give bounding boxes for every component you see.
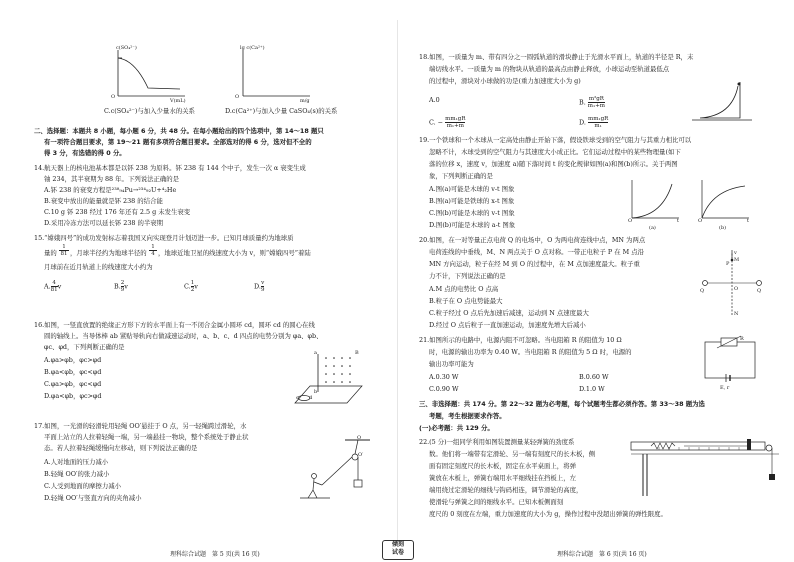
q18-option-c-num: mm₁gR (445, 116, 466, 122)
q16-label-field: B (355, 350, 359, 356)
q20-label-q-left: Q (700, 288, 705, 294)
center-stamp: 倾刻 试卷 (382, 540, 414, 560)
q18-option-d-label: D. (579, 118, 586, 127)
q16-stem-1: 16.如图，一竖直放置的绝缘正方形下方的水平面上有一不闭合金属小圆环 cd，圆环 cd 的圆心在线 (34, 321, 315, 329)
q20-stem-4: 力不计，下列说法正确的是 (429, 272, 506, 280)
q21-label-source: E, r (720, 385, 730, 391)
q15-frac2 (149, 244, 157, 257)
q16-option-b[interactable]: B.φa<φb，φc<φd (44, 368, 102, 376)
q16-option-c[interactable]: C.φa>φb，φc<φd (44, 380, 102, 388)
q21-stem-3: 输出功率可能为 (429, 360, 474, 368)
q17-stem-2: 平面上站立的人拉着轻绳一端，另一端悬挂一物块，整个系统处于静止状 (44, 433, 249, 441)
q17-stem-3: 态。若人拉着轻绳缓慢向左移动，则下列说法正确的是 (44, 444, 198, 452)
q16-label-a: a (314, 350, 317, 356)
q14-option-a[interactable]: A.钚 238 的衰变方程是²³⁸₉₄Pu→²³⁴₉₂U+⁴₂He (44, 186, 177, 194)
q15-stem-2b: ，月球半径约为地球半径的 (70, 249, 147, 257)
q18-option-d-frac (588, 116, 608, 129)
q15-option-label: B. (114, 282, 121, 291)
q19-b-origin: O (698, 218, 703, 224)
right-footer: 理科综合试题 第 6 页(共 16 页) (557, 551, 647, 558)
q21-option-c[interactable]: C.0.90 W (429, 385, 459, 393)
q18-option-d-num: mm₁gR (587, 116, 609, 122)
q17-option-b[interactable]: B.轻绳 OO′的张力减小 (44, 470, 110, 478)
q17-stem-1: 17.如图，一光滑的轻滑轮用轻绳 OO′悬挂于 O 点，另一轻绳跨过滑轮，水 (34, 422, 247, 430)
q19-a-caption: (a) (649, 225, 656, 231)
q17-figure (300, 440, 370, 505)
q16-option-d[interactable]: D.φa<φb，φc>φd (44, 392, 102, 400)
q16-label-b: b (314, 389, 318, 395)
q15-option-frac-den: 81 (50, 287, 58, 293)
q18-option-d-den: m₁ (588, 122, 608, 129)
section3-line2: 考题，考生根据要求作答。 (429, 412, 506, 420)
q22-stem-5: 端用绕过定滑轮的细线与钩码相连，调节滑轮的高度， (429, 486, 583, 494)
q18-stem-1: 18.如图，一质量为 m、带有四分之一圆弧轨道的滑块静止于光滑水平面上，轨道的半径是 R，末 (419, 53, 694, 61)
q18-figure (692, 78, 762, 128)
q20-label-o: O (734, 286, 739, 292)
q18-option-c-den: m₁+m (446, 123, 464, 129)
graph-d-xlabel: m/g (300, 98, 310, 104)
q18-option-c-label: C. (429, 118, 436, 127)
q18-option-b-frac (588, 96, 605, 109)
q14-option-d[interactable]: D.采用冷冻方法可以延长钚 238 的半衰期 (44, 219, 164, 227)
q15-option-suffix: v (124, 282, 128, 291)
section3-line1: 三、非选择题：共 174 分。第 22～32 题为必考题，每个试题考生都必须作答。第 33～38 题为选 (419, 400, 705, 408)
q18-option-b-num: m²gR (588, 96, 604, 102)
graph-c-caption: C.c(SO₄²⁻)与加入少量水的关系 (104, 107, 195, 115)
graph-d-ylabel: lg c(Ca²⁺) (240, 45, 265, 51)
q21-label-r: R (740, 336, 744, 342)
q18-stem-2: 端切线水平。一质量为 m 的物块从轨道的最高点由静止释放，小球运动至轨道最低点 (429, 65, 670, 73)
q20-option-a[interactable]: A.M 点的电势比 O 点高 (429, 285, 499, 293)
q15-option-label: A. (44, 282, 51, 291)
q19-b-taxis: t (747, 218, 750, 224)
q20-option-c[interactable]: C.粒子经过 O 点后先加速后减速，运动到 N 点速度最大 (429, 309, 589, 317)
q21-circuit (697, 336, 762, 386)
q15-option-frac-num: 4 (52, 280, 56, 286)
q19-stem-3: 落的位移 x，速度 v，加速度 a)随下落时间 t 的变化规律如图(a)和图(b)所示。关于两图 (429, 160, 678, 168)
q15-frac1-num: 1 (62, 244, 66, 250)
q15-option-frac-den: 9 (260, 287, 265, 293)
q15-option-a[interactable] (44, 280, 61, 293)
section2-line2: 有一项符合题目要求，第 19～21 题有多项符合题目要求。全部选对的得 6 分，选对但不全的 (44, 138, 312, 146)
q19-graph-a (627, 180, 682, 225)
q20-stem-1: 20.如图，在一对等量正点电荷 Q 的电场中，O 为两电荷连线中点，MN 为两点 (419, 236, 646, 244)
q17-option-c[interactable]: C.人受到地面的摩擦力减小 (44, 482, 121, 490)
q15-option-label: D. (254, 282, 261, 291)
q20-label-n: N (734, 311, 739, 317)
q18-option-c-frac (445, 116, 465, 129)
q15-option-frac (51, 280, 58, 293)
q20-stem-3: MN 方向运动，粒子在经 M 到 O 的过程中，在 M 点加速度最大。粒子重 (429, 260, 640, 268)
q19-option-d[interactable]: D.图(b)可能是木球的 a-t 图象 (429, 221, 516, 229)
q19-a-taxis: t (677, 218, 680, 224)
q15-option-d[interactable] (254, 280, 264, 293)
q18-option-d[interactable] (579, 116, 608, 129)
q15-option-frac-num: 2 (120, 280, 125, 286)
q16-label-d: d (309, 395, 313, 401)
q19-option-c[interactable]: C.图(b)可能是木球的 v-t 图象 (429, 209, 515, 217)
q19-option-b[interactable]: B.图(a)可能是铁球的 x-t 图象 (429, 197, 515, 205)
q19-a-origin: O (628, 218, 633, 224)
q19-stem-2: 忽略不计，木球受到的空气阻力与其速度大小成正比。它们运动过程中的某些物理量(如下 (429, 148, 681, 156)
q16-figure (290, 348, 370, 408)
q15-option-frac-den: 2 (190, 287, 195, 293)
q20-figure (697, 248, 767, 318)
q16-stem-3: φc、φd，下列判断正确的是 (44, 343, 125, 351)
q14-stem-1: 14.航天器上的核电池基本都是以钚 238 为原料。钚 238 有 144 个中子，发生一次 α 衰变生成 (34, 164, 306, 172)
q17-option-a[interactable]: A.人对地面的压力减小 (44, 458, 109, 466)
q22-stem-1: 22.(5 分)一组同学利用如图装置测量某轻弹簧的劲度系 (419, 438, 575, 446)
q18-option-c[interactable] (429, 116, 465, 129)
q16-label-c: c (296, 395, 299, 401)
q20-label-m: M (734, 257, 740, 263)
q19-graph-b (697, 180, 752, 225)
q19-option-a[interactable]: A.图(a)可能是木球的 v-t 图象 (429, 185, 515, 193)
q15-frac1-den: 81 (60, 251, 68, 257)
q18-option-b[interactable] (579, 96, 605, 109)
q15-stem-1: 15.“嫦娥四号”的成功发射标志着我国又向实现登月计划迈进一步。已知月球质量约为地球质 (34, 234, 294, 242)
left-footer: 理科综合试题 第 5 页(共 16 页) (170, 551, 260, 558)
q15-stem-3: 月球前在近月轨道上的线速度大小约为 (44, 263, 153, 271)
q17-label-o: O (357, 435, 362, 441)
graph-c-ylabel: c(SO₄²⁻) (116, 45, 137, 51)
q21-option-a[interactable]: A.0.30 W (429, 373, 459, 381)
q17-option-d[interactable]: D.轻绳 OO′与竖直方向的夹角减小 (44, 494, 142, 502)
q21-option-b[interactable]: B.0.60 W (579, 373, 609, 381)
q22-stem-7: 度尺的 0 刻度在左端，重力加速度的大小为 g，操作过程中没超出弹簧的弹性限度。 (429, 510, 667, 518)
q15-option-b[interactable] (114, 280, 128, 293)
q17-label-o-prime: O′ (358, 452, 364, 458)
q18-option-a[interactable]: A.0 (429, 96, 440, 104)
q15-option-frac-num: 1 (190, 280, 195, 286)
q14-option-c[interactable]: C.10 g 钚 238 经过 176 年还有 2.5 g 未发生衰变 (44, 208, 191, 216)
q22-stem-2: 数。他们将一端带有定滑轮、另一端有刻度尺的长木板，侧 (429, 450, 596, 458)
q16-stem-2: 圆的轴线上。当导体棒 ab 紧贴导轨向右做减速运动时，a、b、c、d 四点的电势分别为 φa、φb、 (44, 332, 323, 340)
q16-option-a[interactable]: A.φa>φb，φc>φd (44, 356, 102, 364)
section2-line3: 得 3 分，有选错的得 0 分。 (44, 149, 126, 157)
q20-label-p: P (726, 261, 730, 267)
q15-option-c[interactable] (184, 280, 198, 293)
q15-option-frac (261, 280, 265, 293)
q19-stem-4: 象，下列判断正确的是 (429, 172, 493, 180)
q20-label-q-right: Q (757, 288, 762, 294)
q19-stem-1: 19.一个铁球和一个木球从一定高处由静止开始下落，假设铁球受到的空气阻力与其重力相比可以 (419, 136, 692, 144)
q15-option-label: C. (184, 282, 191, 291)
graph-c-origin: O (111, 94, 116, 100)
q22-stem-3: 面有固定刻度尺的长木板，固定在水平桌面上，将弹 (429, 462, 576, 470)
q20-stem-2: 电荷连线的中垂线，M、N 两点关于 O 点对称。一带正电粒子 P 在 M 点沿 (429, 248, 644, 256)
q18-option-b-label: B. (579, 98, 586, 107)
q19-b-caption: (b) (719, 225, 727, 231)
q14-stem-2: 铀 234，其半衰期为 88 年。下列说法正确的是 (44, 175, 180, 183)
q15-option-suffix: v (194, 282, 198, 291)
q22-figure (629, 436, 789, 498)
graph-c-xlabel: V(mL) (170, 98, 186, 104)
section3-line3: (一)必考题：共 129 分。 (419, 424, 494, 432)
q15-option-frac-den: 9 (120, 287, 125, 293)
q15-option-frac-num: v (261, 280, 265, 286)
q22-stem-4: 簧放在木板上，弹簧右端用水平细线挂在挡板上，左 (429, 474, 576, 482)
right-page (397, 0, 794, 562)
graph-d-caption: D.c(Ca²⁺)与加入少量 CaSO₄(s)的关系 (225, 107, 338, 115)
graph-d-origin: O (235, 94, 240, 100)
q20-label-v: v (734, 250, 737, 256)
q18-option-c-sign: − (437, 118, 444, 127)
q15-frac2-den: 4 (149, 250, 157, 257)
q14-option-b[interactable]: B.衰变中放出的能量就是钚 238 的结合能 (44, 197, 163, 205)
q15-stem-2c: ，地球近地卫星的线速度大小为 v，则“嫦娥四号”着陆 (158, 249, 311, 257)
q15-option-suffix: v (57, 282, 62, 291)
q20-option-d[interactable]: D.经过 O 点后粒子一直加速运动，加速度先增大后减小 (429, 321, 586, 329)
section2-line1: 二、选择题：本题共 8 小题，每小题 6 分，共 48 分。在每小题给出的四个选项中，第 14～18 题只 (34, 127, 324, 135)
q21-stem-2: 时，电源的输出功率为 0.40 W。当电阻箱 R 的阻值为 5 Ω 时，电源的 (429, 348, 632, 356)
q15-frac2-num: 1 (151, 244, 155, 250)
q20-option-b[interactable]: B.粒子在 O 点电势能最大 (429, 297, 503, 305)
q18-ball (738, 83, 741, 86)
q22-stem-6: 使滑轮与弹簧之间的细线水平。已知木板侧面刻 (429, 498, 564, 506)
q15-frac1 (59, 244, 69, 257)
q15-stem-2a: 量的 (44, 249, 57, 257)
q18-option-b-den: m₁+m (587, 103, 606, 109)
q18-stem-3: 的过程中，滑块对小球做的功是(重力加速度大小为 g) (429, 77, 581, 85)
q21-stem-1: 21.如图所示的电路中，电源内阻不可忽略。当电阻箱 R 的阻值为 10 Ω (419, 336, 622, 344)
q21-option-d[interactable]: D.1.0 W (579, 385, 605, 393)
